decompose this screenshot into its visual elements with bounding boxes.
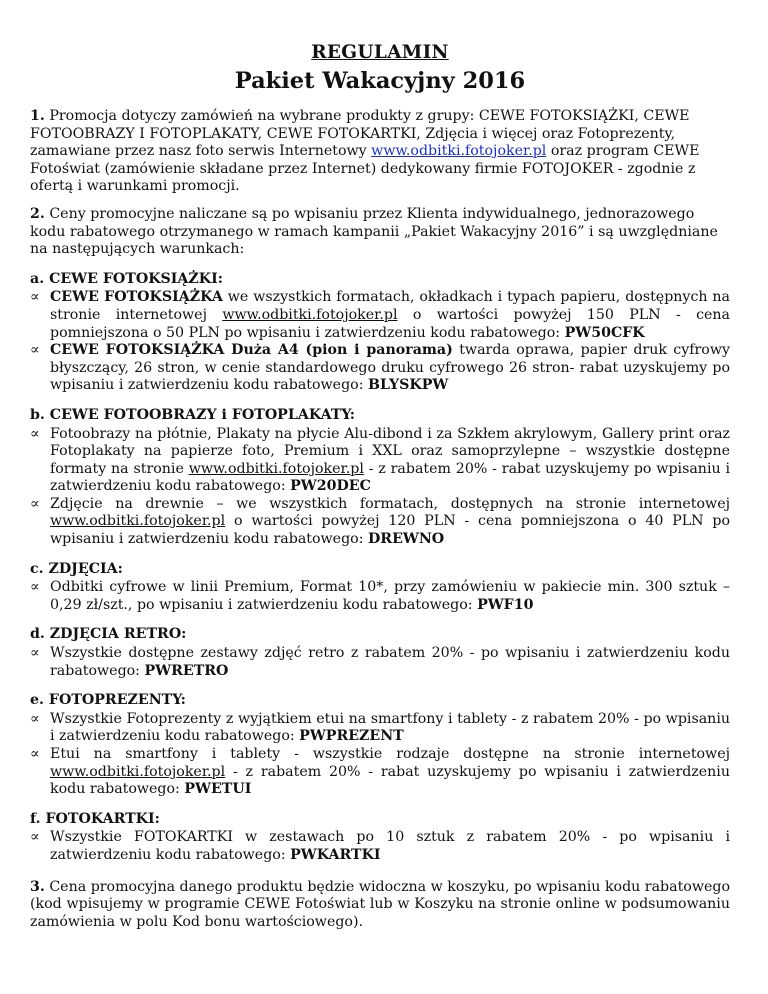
- item-text: o wartości powyżej 150 PLN - cena pomniejszona o 50 PLN po wpisaniu i zatwierdzeniu kodu rabatowego:: [50, 306, 731, 341]
- list-item: [30, 645, 730, 680]
- discount-code: BLYSKPW: [368, 377, 449, 394]
- section-b-heading: b. CEWE FOTOOBRAZY i FOTOPLAKATY:: [30, 406, 355, 423]
- discount-code: PWETUI: [184, 781, 252, 798]
- bullet-icon: ∝: [30, 829, 40, 846]
- item-text: Wszystkie Fotoprezenty z wyjątkiem etui na smartfony i tablety - z rabatem 20% - po wpisaniu i zatwierdzeniu kodu rabatowego:: [50, 710, 730, 745]
- section-d-heading: d. ZDJĘCIA RETRO:: [30, 626, 187, 643]
- discount-code: DREWNO: [368, 531, 445, 548]
- paragraph-text: Ceny promocyjne naliczane są po wpisaniu przez Klienta indywidualnego, jednorazowego kodu rabatowego otrzymanego w ramach kampanii „Pakiet Wakacyjny 2016” i są uwzględniane na następujących warunkach:: [30, 205, 718, 258]
- discount-code: PWRETRO: [144, 662, 229, 679]
- paragraph-number: 1.: [30, 108, 45, 124]
- paragraph-1: [30, 108, 730, 196]
- item-text: Fotoobrazy na płótnie, Plakaty na płycie Alu-dibond i za Szkłem akrylowym, Gallery print oraz Fotoplakaty na papierze foto, Premium i XXL oraz samoprzylepne – wszystkie dostępne formaty na stronie: [50, 425, 730, 477]
- bullet-icon: ∝: [30, 710, 40, 727]
- section-c-heading: c. ZDJĘCIA:: [30, 560, 123, 577]
- website-link[interactable]: www.odbitki.fotojoker.pl: [371, 143, 547, 160]
- list-item: [30, 342, 730, 395]
- list-item: [30, 289, 730, 342]
- list-item: [30, 746, 730, 799]
- website-link[interactable]: www.odbitki.fotojoker.pl: [50, 763, 226, 780]
- bullet-icon: ∝: [30, 645, 40, 662]
- item-text: Etui na smartfony i tablety - wszystkie rodzaje dostępne na stronie internetowej: [50, 746, 730, 762]
- bullet-icon: ∝: [30, 495, 40, 512]
- item-text: Odbitki cyfrowe w linii Premium, Format 10*, przy zamówieniu w pakiecie min. 300 sztuk – 0,29 zł/szt., po wpisaniu i zatwierdzeniu kodu rabatowego:: [50, 579, 730, 613]
- discount-code: PW50CFK: [564, 324, 645, 341]
- discount-code: PW20DEC: [290, 478, 371, 495]
- paragraph-3: [30, 879, 730, 932]
- paragraph-number: 2.: [30, 205, 45, 222]
- section-a-heading: a. CEWE FOTOKSIĄŻKI:: [30, 270, 223, 287]
- website-link[interactable]: www.odbitki.fotojoker.pl: [222, 306, 398, 323]
- paragraph-text: oraz program CEWE Fotoświat (zamówienie składane przez Internet) dedykowany firmie FOTOJOKER - zgodnie z ofertą i warunkami promocji.: [30, 143, 700, 195]
- item-text: we wszystkich formatach, okładkach i typach papieru, dostępnych na stronie internetowej: [50, 289, 731, 323]
- regulations-document: [30, 42, 730, 941]
- item-text: - z rabatem 20% - rabat uzyskujemy po wpisaniu i zatwierdzeniu kodu rabatowego:: [50, 460, 730, 495]
- discount-code: PWKARTKI: [290, 846, 381, 863]
- list-item: [30, 496, 730, 549]
- paragraph-number: 3.: [30, 878, 45, 895]
- document-subtitle: Pakiet Wakacyjny 2016: [234, 68, 526, 94]
- item-text: Wszystkie dostępne zestawy zdjęć retro z rabatem 20% - po wpisaniu i zatwierdzeniu kodu rabatowego:: [50, 645, 730, 679]
- item-text: Zdjęcie na drewnie – we wszystkich formatach, dostępnych na stronie internetowej: [50, 495, 730, 512]
- section-f-heading: f. FOTOKARTKI:: [30, 810, 160, 827]
- discount-code: PWF10: [477, 596, 534, 613]
- item-text: - z rabatem 20% - rabat uzyskujemy po wpisaniu i zatwierdzeniu kodu rabatowego:: [50, 763, 730, 798]
- list-item: [30, 711, 730, 746]
- list-item: [30, 426, 730, 496]
- paragraph-2: [30, 206, 730, 259]
- website-link[interactable]: www.odbitki.fotojoker.pl: [50, 513, 226, 530]
- bullet-icon: ∝: [30, 425, 40, 442]
- list-item: [30, 579, 730, 614]
- section-e-heading: e. FOTOPREZENTY:: [30, 692, 186, 709]
- bullet-icon: ∝: [30, 289, 40, 306]
- bullet-icon: ∝: [30, 579, 40, 596]
- bullet-icon: ∝: [30, 746, 40, 762]
- item-text: Wszystkie FOTOKARTKI w zestawach po 10 sztuk z rabatem 20% - po wpisaniu i zatwierdzeniu kodu rabatowego:: [50, 829, 730, 863]
- website-link[interactable]: www.odbitki.fotojoker.pl: [188, 460, 364, 477]
- list-item: [30, 829, 730, 864]
- paragraph-text: Cena promocyjna danego produktu będzie widoczna w koszyku, po wpisaniu kodu rabatowego (kod wpisujemy w programie CEWE Fotoświat lub w Koszyku na stronie online w podsumowaniu zamówienia w polu Kod bonu wartościowego).: [30, 878, 730, 930]
- item-text: o wartości powyżej 120 PLN - cena pomniejszona o 40 PLN po wpisaniu i zatwierdzeniu kodu rabatowego:: [50, 513, 731, 548]
- item-text: twarda oprawa, papier druk cyfrowy błyszczący, 26 stron, w cenie standardowego druku cyfrowego 26 stron- rabat uzyskujemy po wpisaniu i zatwierdzeniu kodu rabatowego:: [50, 342, 731, 394]
- document-title: REGULAMIN: [311, 42, 449, 63]
- paragraph-text: Promocja dotyczy zamówień na wybrane produkty z grupy: CEWE FOTOKSIĄŻKI, CEWE FOTOOBRAZY I FOTOPLAKATY, CEWE FOTOKARTKI, Zdjęcia i więcej oraz Fotoprezenty, zamawiane przez nasz foto serwis Internetowy: [30, 108, 690, 160]
- discount-code: PWPREZENT: [299, 728, 404, 745]
- product-name: CEWE FOTOKSIĄŻKA Duża A4 (pion i panorama): [50, 342, 453, 359]
- product-name: CEWE FOTOKSIĄŻKA: [50, 289, 223, 306]
- bullet-icon: ∝: [30, 342, 40, 359]
